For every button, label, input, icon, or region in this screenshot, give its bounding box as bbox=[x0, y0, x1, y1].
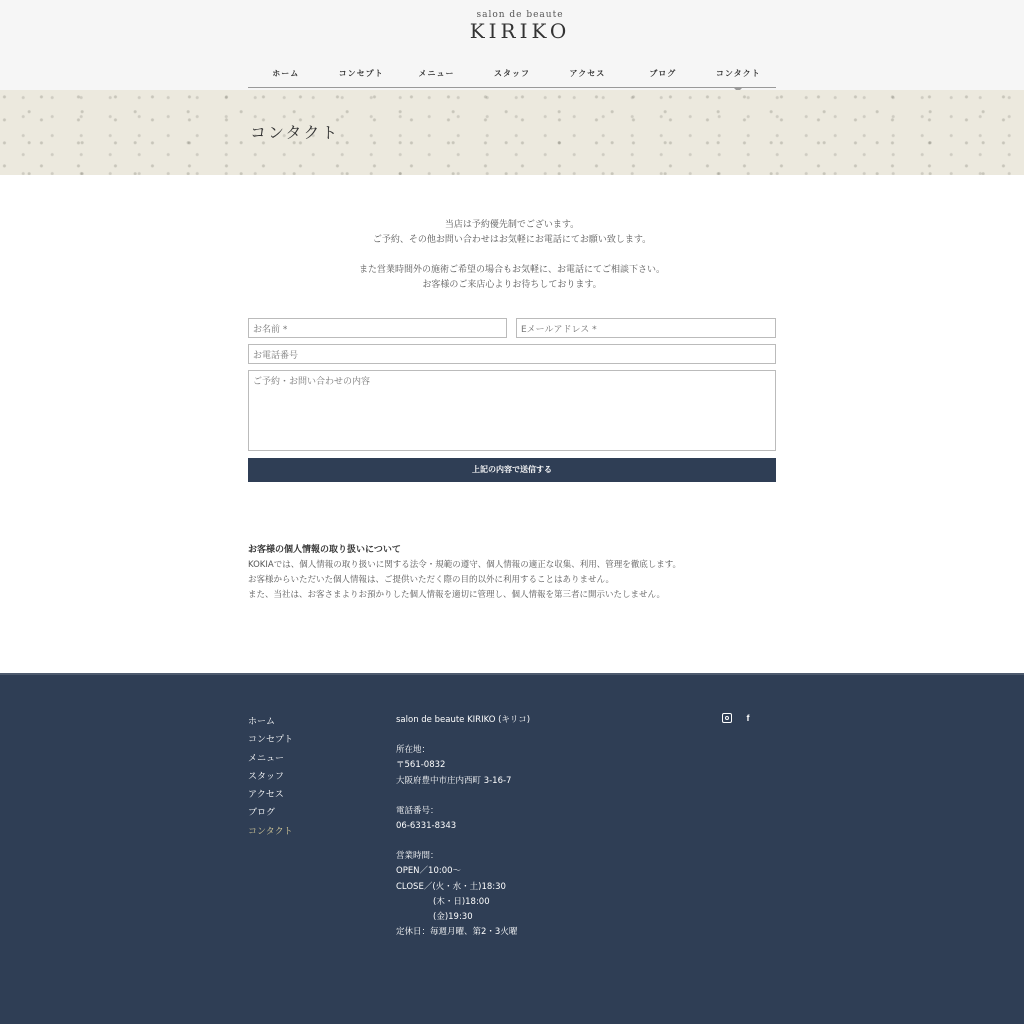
nav-item-home[interactable]: ホーム bbox=[272, 69, 300, 78]
footer-nav-home[interactable]: ホーム bbox=[248, 717, 276, 727]
nav-item-concept[interactable]: コンセプト bbox=[338, 69, 384, 78]
postal-code: 〒561-0832 bbox=[396, 760, 446, 771]
nav-item-blog[interactable]: ブログ bbox=[649, 69, 677, 78]
site-header bbox=[0, 0, 1024, 90]
main-nav bbox=[248, 60, 776, 88]
intro-line-3: また営業時間外の施術ご希望の場合もお気軽に、お電話にてご相談下さい。 bbox=[358, 265, 665, 275]
nav-item-staff[interactable]: スタッフ bbox=[493, 69, 530, 78]
logo-subtitle: salon de beaute bbox=[476, 10, 564, 20]
intro-line-1: 当店は予約優先制でございます。 bbox=[444, 220, 580, 230]
email-field[interactable]: Eメールアドレス * bbox=[516, 318, 776, 338]
contact-intro bbox=[248, 218, 776, 308]
facebook-icon[interactable]: f bbox=[746, 713, 750, 723]
nav-item-access[interactable]: アクセス bbox=[569, 69, 606, 78]
message-field[interactable]: ご予約・お問い合わせの内容 bbox=[248, 370, 776, 451]
footer-nav-concept[interactable]: コンセプト bbox=[248, 735, 294, 746]
address-label: 所在地： bbox=[396, 745, 431, 756]
hours-close-2: (木・日)18:00 bbox=[433, 896, 490, 907]
footer-nav-access[interactable]: アクセス bbox=[248, 790, 284, 801]
footer-nav bbox=[248, 713, 293, 841]
privacy-heading: お客様の個人情報の取り扱いについて bbox=[248, 545, 401, 555]
hours-label: 営業時間： bbox=[396, 851, 439, 862]
footer-nav-contact[interactable]: コンタクト bbox=[248, 826, 293, 837]
phone-number: 06-6331-8343 bbox=[396, 821, 457, 832]
privacy-line-3: また、当社は、お客さまよりお預かりした個人情報を適切に管理し、個人情報を第三者に開示いたしません。 bbox=[248, 590, 666, 600]
privacy-line-1: KOKIAでは、個人情報の取り扱いに関する法令・規範の遵守、個人情報の適正な収集、利用、管理を徹底します。 bbox=[248, 560, 682, 570]
privacy-line-2: お客様からいただいた個人情報は、ご提供いただく際の目的以外に利用することはありません。 bbox=[248, 575, 615, 585]
site-footer bbox=[0, 673, 1024, 1024]
instagram-icon[interactable] bbox=[722, 713, 732, 723]
logo-title: KIRIKO bbox=[469, 19, 571, 43]
site-logo[interactable] bbox=[462, 10, 578, 44]
hours-close-3: (金)19:30 bbox=[433, 912, 473, 923]
footer-info bbox=[396, 713, 530, 940]
page-banner bbox=[0, 90, 1024, 175]
footer-nav-staff[interactable]: スタッフ bbox=[248, 771, 285, 782]
submit-button[interactable]: 上記の内容で送信する bbox=[248, 458, 776, 482]
intro-paragraph-2 bbox=[248, 263, 776, 293]
phone-field[interactable]: お電話番号 bbox=[248, 344, 776, 364]
intro-paragraph-1 bbox=[248, 218, 776, 248]
footer-nav-blog[interactable]: ブログ bbox=[248, 808, 276, 819]
holiday: 定休日：毎週月曜、第2・3火曜 bbox=[396, 927, 518, 938]
nav-item-contact[interactable]: コンタクト bbox=[701, 60, 776, 87]
page-title: コンタクト bbox=[250, 123, 340, 142]
privacy-section bbox=[248, 543, 776, 603]
footer-nav-menu[interactable]: メニュー bbox=[248, 753, 285, 764]
hours-close-1: CLOSE／(火・水・土)18:30 bbox=[396, 881, 506, 892]
phone-label: 電話番号： bbox=[396, 805, 439, 816]
nav-item-menu[interactable]: メニュー bbox=[418, 69, 455, 78]
hours-open: OPEN／10:00～ bbox=[396, 866, 462, 877]
social-links bbox=[722, 713, 753, 723]
intro-line-2: ご予約、その他お問い合わせはお気軽にお電話にてお願い致します。 bbox=[372, 235, 652, 245]
address: 大阪府豊中市庄内西町 3-16-7 bbox=[396, 775, 512, 786]
salon-name: salon de beaute KIRIKO (キリコ) bbox=[396, 715, 531, 725]
intro-line-4: お客様のご来店心よりお待ちしております。 bbox=[422, 280, 602, 290]
name-field[interactable]: お名前 * bbox=[248, 318, 507, 338]
